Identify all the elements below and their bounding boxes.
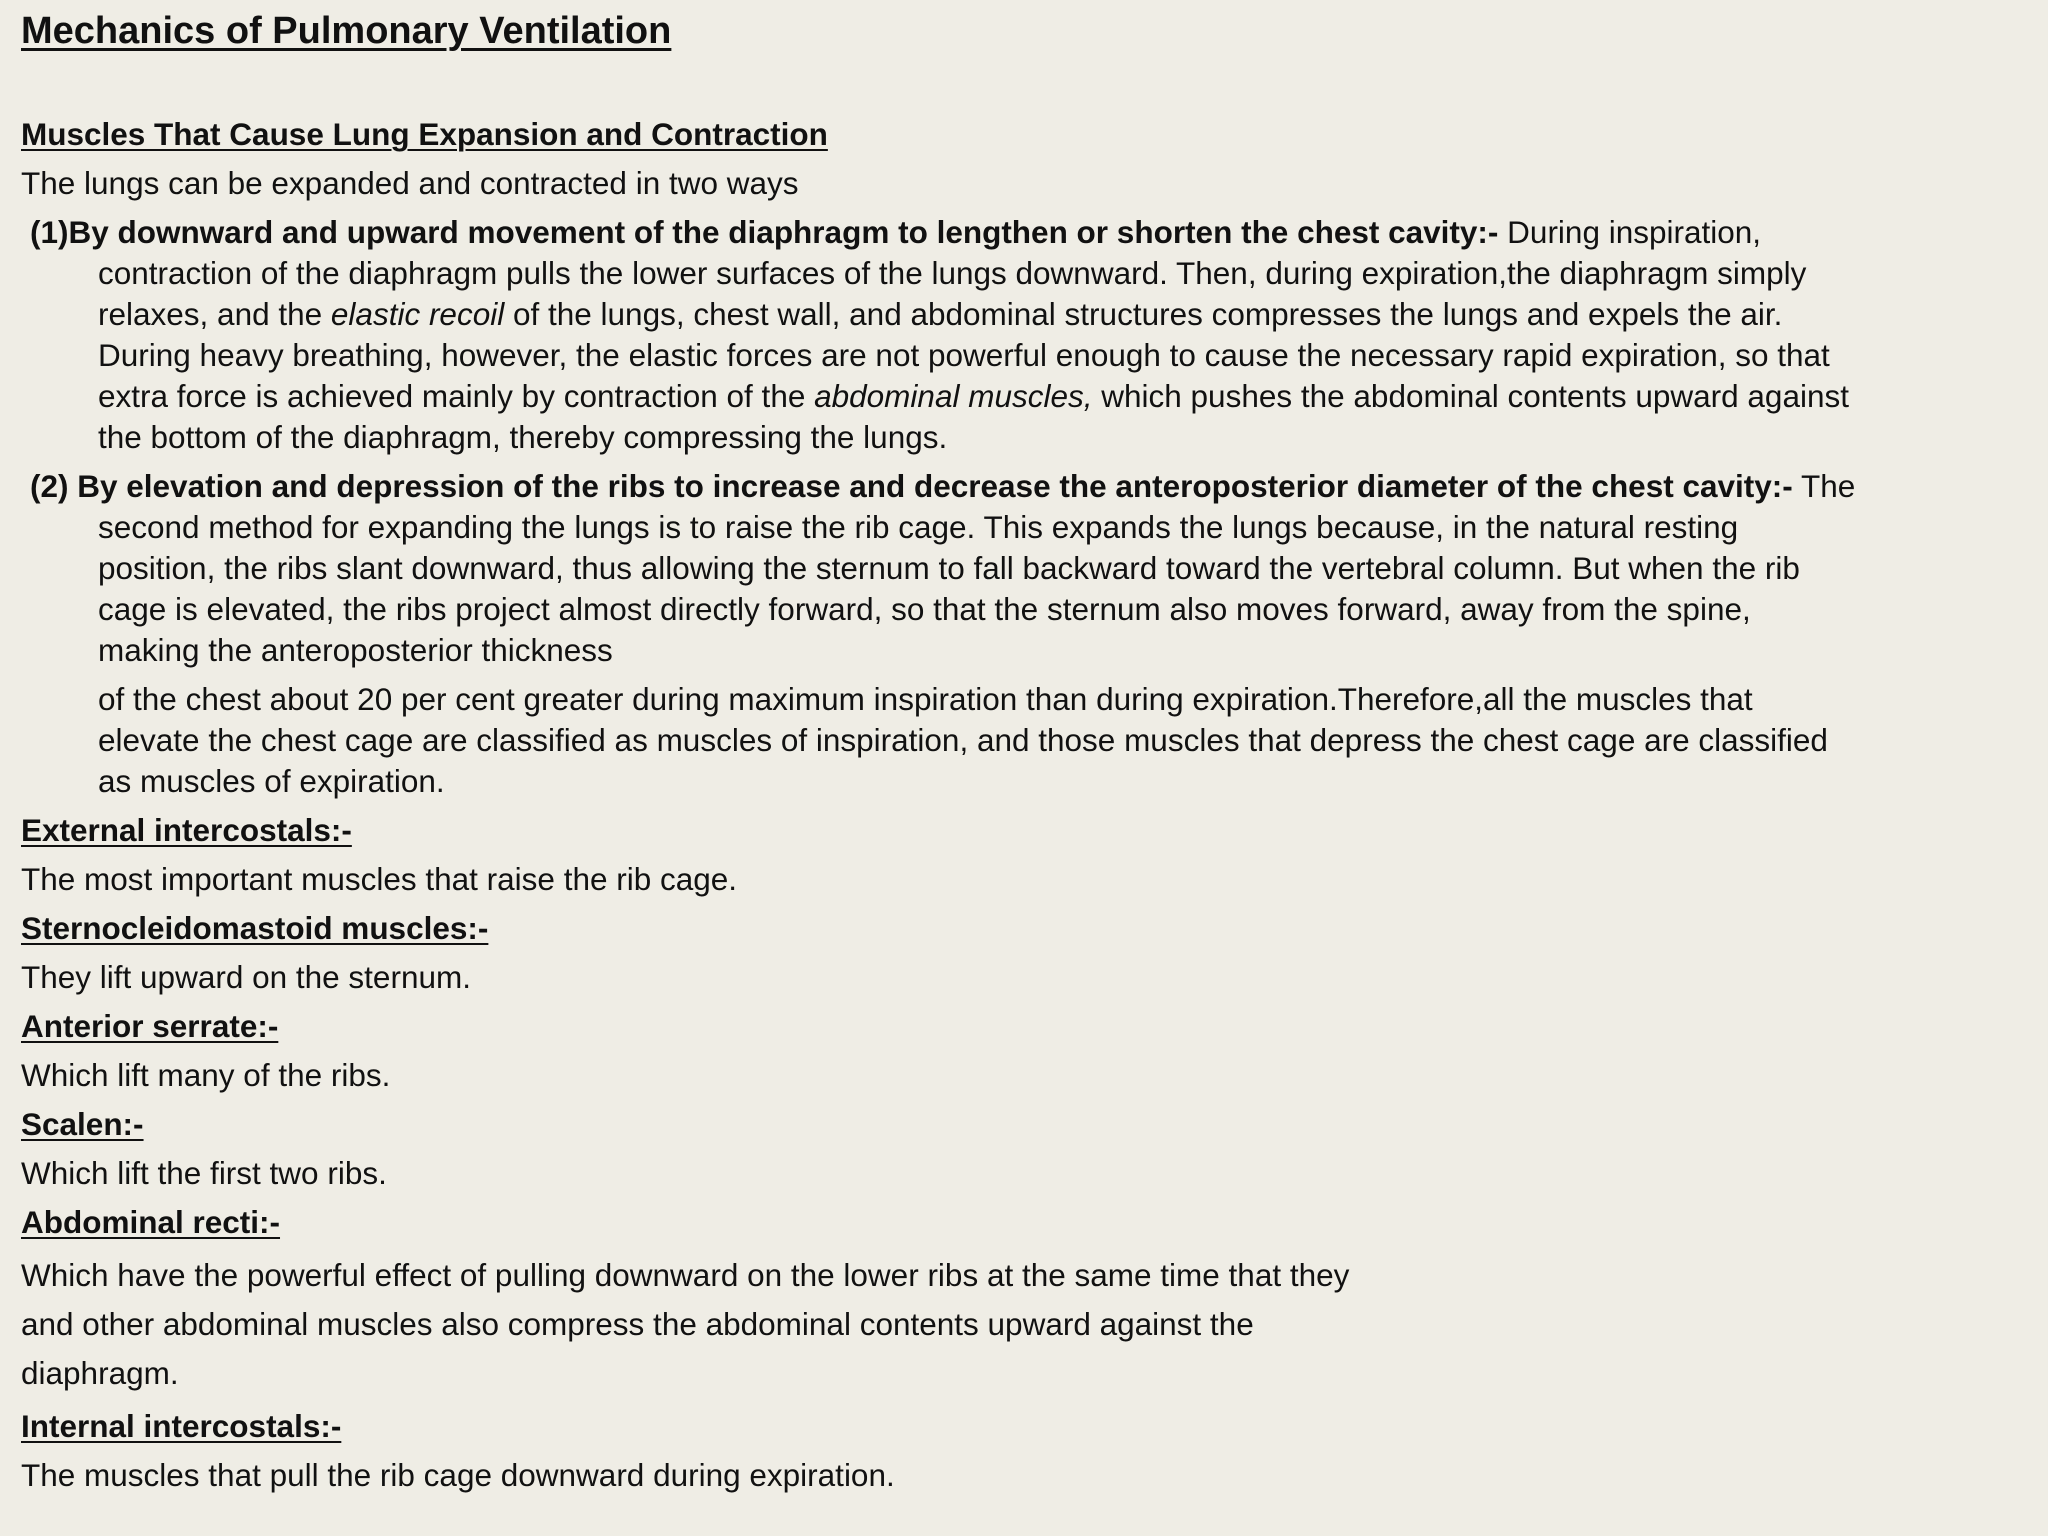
muscle-desc-anterior-serrate: Which lift many of the ribs.	[21, 1057, 391, 1093]
muscle-heading-anterior-serrate: Anterior serrate:-	[21, 1008, 279, 1044]
method-1-lead: (1)By downward and upward movement of the diaphragm to lengthen or shorten the chest cavity:-	[30, 214, 1499, 250]
method-2-continuation: of the chest about 20 per cent greater during maximum inspiration than during expiration.Therefore,all the muscles that elevate the chest cage are classified as muscles of inspiration, and those muscles that depress the chest cage are classified as muscles of expiration.	[98, 681, 1828, 799]
method-1-text-c: which pushes the abdominal contents upward against the bottom of the diaphragm, thereby compressing the lungs.	[98, 378, 1849, 455]
muscle-heading-sternocleidomastoid: Sternocleidomastoid muscles:-	[21, 910, 489, 946]
method-1-emphasis-abdominal-muscles: abdominal muscles,	[814, 378, 1093, 414]
method-1-emphasis-elastic-recoil: elastic recoil	[330, 296, 505, 332]
section-heading: Muscles That Cause Lung Expansion and Contraction	[21, 116, 828, 152]
muscle-desc-abdominal-recti: Which have the powerful effect of pulling downward on the lower ribs at the same time that they and other abdominal muscles also compress the abdominal contents upward against the diaphragm.	[21, 1257, 1350, 1391]
method-1-text-a: During inspiration, contraction of the diaphragm pulls the lower surfaces of the lungs downward. Then, during expiration,the diaphragm simply relaxes, and the	[98, 214, 1807, 332]
page-title: Mechanics of Pulmonary Ventilation	[21, 10, 672, 52]
section-intro: The lungs can be expanded and contracted in two ways	[21, 165, 799, 201]
muscle-desc-external-intercostals: The most important muscles that raise the rib cage.	[21, 861, 738, 897]
slide-content	[21, 114, 2011, 1496]
muscle-heading-internal-intercostals: Internal intercostals:-	[21, 1408, 342, 1444]
muscle-desc-scalen: Which lift the first two ribs.	[21, 1155, 387, 1191]
method-2-lead: (2) By elevation and depression of the ribs to increase and decrease the anteroposterior diameter of the chest cavity:-	[30, 468, 1793, 504]
muscle-heading-external-intercostals: External intercostals:-	[21, 812, 352, 848]
muscle-heading-scalen: Scalen:-	[21, 1106, 144, 1142]
method-2-paragraph	[21, 466, 1858, 671]
method-2-text-a: The second method for expanding the lungs is to raise the rib cage. This expands the lungs because, in the natural resting position, the ribs slant downward, thus allowing the sternum to fall backward toward the vertebral column. But when the rib cage is elevated, the ribs project almost directly forward, so that the sternum also moves forward, away from the spine, making the anteroposterior thickness	[98, 468, 1856, 668]
muscle-desc-internal-intercostals: The muscles that pull the rib cage downward during expiration.	[21, 1457, 895, 1493]
muscle-heading-abdominal-recti: Abdominal recti:-	[21, 1204, 281, 1240]
muscle-desc-sternocleidomastoid: They lift upward on the sternum.	[21, 959, 471, 995]
method-1-text-b: of the lungs, chest wall, and abdominal structures compresses the lungs and expels the air. During heavy breathing, however, the elastic forces are not powerful enough to cause the necessary rapid expiration, so that extra force is achieved mainly by contraction of the	[98, 296, 1830, 414]
method-1-paragraph	[21, 212, 1858, 458]
